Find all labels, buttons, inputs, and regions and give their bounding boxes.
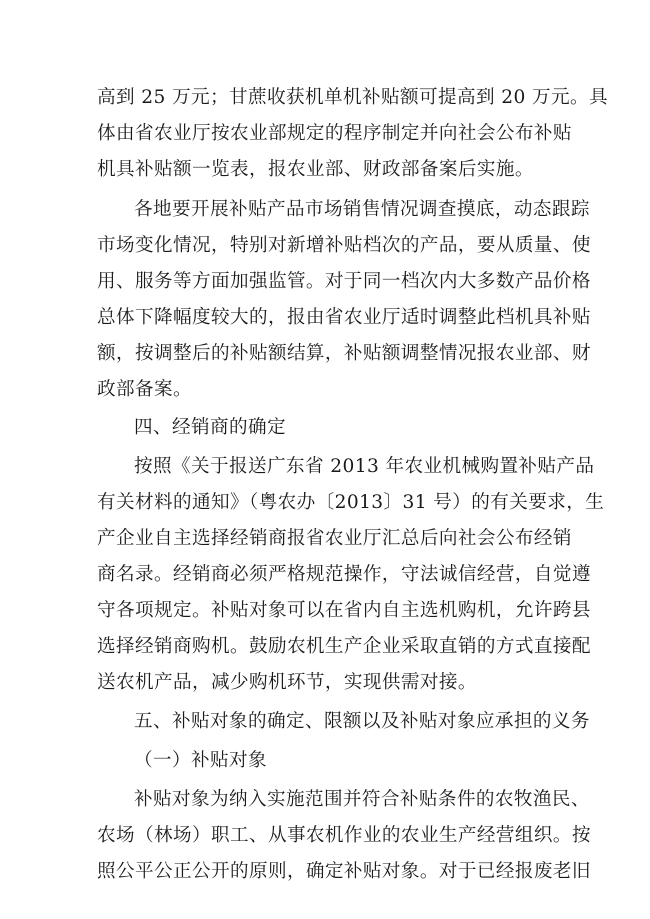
text-line: 送农机产品，减少购机环节，实现供需对接。 [97, 672, 477, 693]
text-line: 选择经销商购机。鼓励农机生产企业采取直销的方式直接配 [97, 636, 591, 657]
text-line: 商名录。经销商必须严格规范操作，守法诚信经营，自觉遵 [97, 564, 591, 585]
text-line: 守各项规定。补贴对象可以在省内自主选机购机，允许跨县 [97, 600, 591, 621]
section-heading: 五、补贴对象的确定、限额以及补贴对象应承担的义务 [134, 711, 590, 732]
text-line: 政部备案。 [97, 379, 192, 400]
paragraph-first-line: 补贴对象为纳入实施范围并符合补贴条件的农牧渔民、 [134, 789, 590, 810]
text-line: 高到 25 万元；甘蔗收获机单机补贴额可提高到 20 万元。具 [97, 87, 609, 108]
text-line: 农场（林场）职工、从事农机作业的农业生产经营组织。按 [97, 825, 591, 846]
text-line: 额，按调整后的补贴额结算，补贴额调整情况报农业部、财 [97, 343, 591, 364]
text-line: 有关材料的通知》（粤农办〔2013〕31 号）的有关要求，生 [97, 492, 605, 513]
text-line: 机具补贴额一览表，报农业部、财政部备案后实施。 [97, 159, 534, 180]
paragraph-first-line: 按照《关于报送广东省 2013 年农业机械购置补贴产品 [134, 456, 595, 477]
subsection-heading: （一）补贴对象 [134, 750, 267, 771]
text-line: 照公平公正公开的原则，确定补贴对象。对于已经报废老旧 [97, 861, 591, 882]
section-heading: 四、经销商的确定 [134, 417, 286, 438]
text-line: 用、服务等方面加强监管。对于同一档次内大多数产品价格 [97, 271, 591, 292]
text-line: 产企业自主选择经销商报省农业厅汇总后向社会公布经销 [97, 528, 572, 549]
text-line: 体由省农业厅按农业部规定的程序制定并向社会公布补贴 [97, 123, 572, 144]
paragraph-first-line: 各地要开展补贴产品市场销售情况调查摸底，动态跟踪 [134, 199, 590, 220]
text-line: 总体下降幅度较大的，报由省农业厅适时调整此档机具补贴 [97, 307, 591, 328]
text-line: 市场变化情况，特别对新增补贴档次的产品，要从质量、使 [97, 235, 591, 256]
